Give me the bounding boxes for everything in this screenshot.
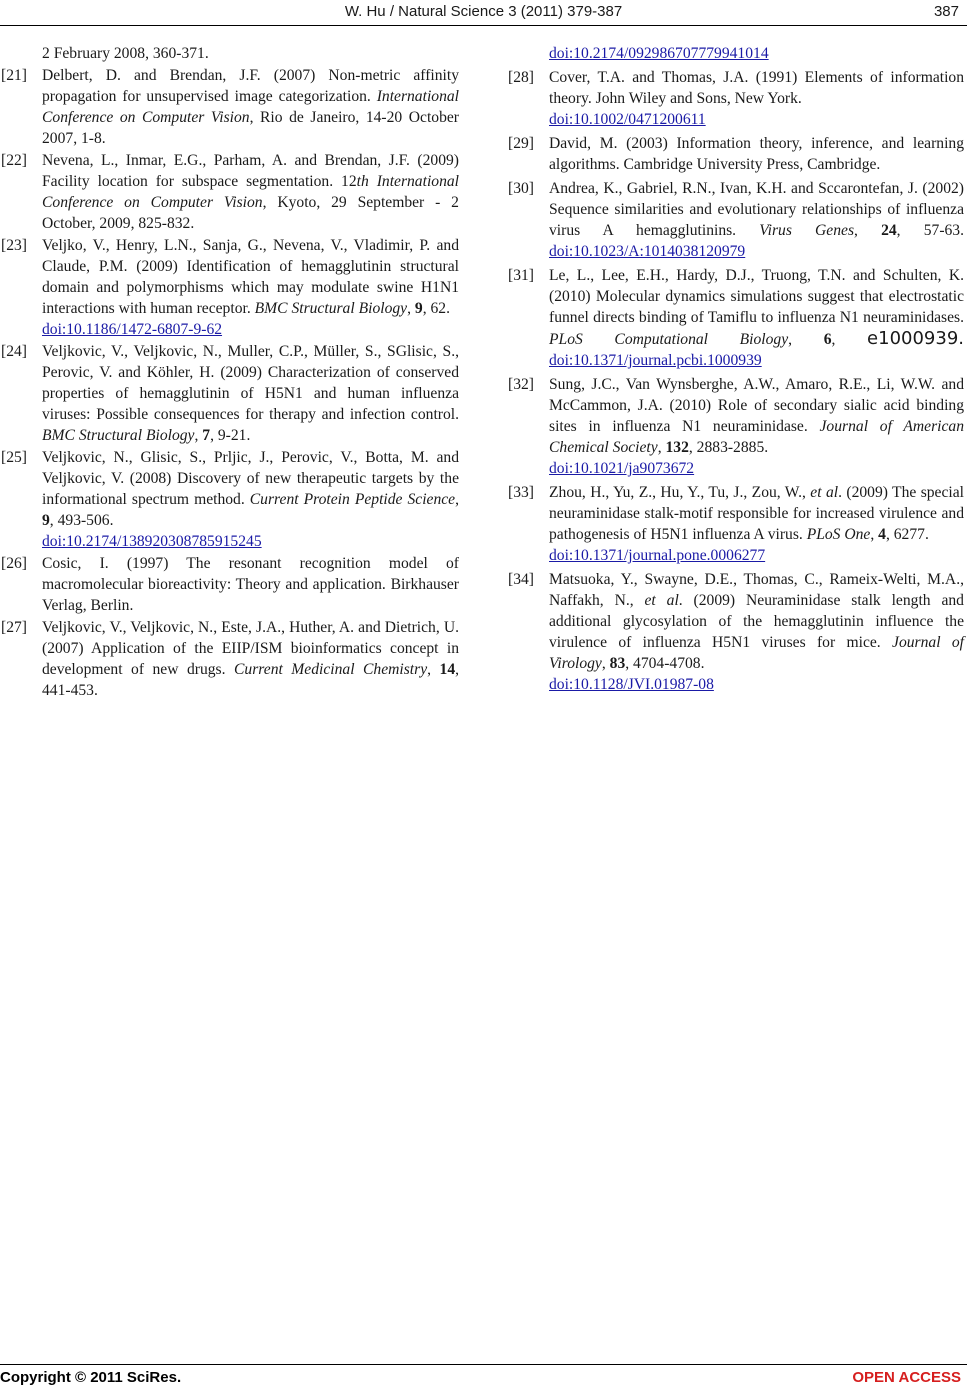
doi-link[interactable]: doi:10.1021/ja9073672 [549, 460, 695, 477]
reference-25: [25] Veljkovic, N., Glisic, S., Prljic, J., Perovic, V., Botta, M. and Veljkovic, V. (2008) Discovery of new therapeutic targets by the informational spectrum method. Current Protein Peptide Science, 9, 493-506. doi:10.2174/138920308785915245 [1, 449, 459, 550]
reference-26: [26] Cosic, I. (1997) The resonant recognition model of macromolecular bioreactivity: Theory and application. Birkhauser Verlag, Berlin. [1, 555, 459, 614]
reference-continuation: 2 February 2008, 360-371. [42, 45, 209, 62]
copyright-notice: Copyright © 2011 SciRes. [0, 1369, 182, 1386]
reference-23: [23] Veljko, V., Henry, L.N., Sanja, G., Nevena, V., Vladimir, P. and Claude, P.M. (2009) Identification of hemagglutinin structural domain and polymorphisms which may modulate swine H1N1 interactions with human receptor. BMC Structural Biology, 9, 62. doi:10.1186/1472-6807-9-62 [1, 237, 459, 338]
reference-continuation [508, 43, 964, 64]
left-column [1, 43, 460, 702]
footer-rule [0, 1364, 967, 1365]
reference-29: [29] David, M. (2003) Information theory, inference, and learning algorithms. Cambridge University Press, Cambridge. [508, 135, 964, 173]
reference-32: [32] Sung, J.C., Van Wynsberghe, A.W., Amaro, R.E., Li, W.W. and McCammon, J.A. (2010) Role of secondary sialic acid binding sites in influenza N1 neuraminidase. Journal of American Chemical Society, 132, 2883-2885. doi:10.1021/ja9073672 [508, 376, 964, 477]
doi-link[interactable]: doi:10.1186/1472-6807-9-62 [42, 321, 223, 338]
reference-27: [27] Veljkovic, V., Veljkovic, N., Este, J.A., Huther, A. and Dietrich, U. (2007) Application of the EIIP/ISM bioinformatics concept in development of new drugs. Current Medicinal Chemistry, 14, 441-453. [1, 619, 460, 699]
reference-33: [33] Zhou, H., Yu, Z., Hu, Y., Tu, J., Zou, W., et al. (2009) The special neuraminidase stalk-motif responsible for increased virulence and pathogenesis of H5N1 influenza A virus. PLoS One, 4, 6277. doi:10.1371/journal.pone.0006277 [508, 484, 964, 564]
doi-link[interactable]: doi:10.1371/journal.pcbi.1000939 [549, 352, 762, 369]
reference-34: [34] Matsuoka, Y., Swayne, D.E., Thomas, C., Rameix-Welti, M.A., Naffakh, N., et al. (2009) Neuraminidase stalk length and additional glycosylation of the hemagglutinin influence the virulence of influenza H5N1 viruses for mice. Journal of Virology, 83, 4704-4708. doi:10.1128/JVI.01987-08 [508, 571, 965, 693]
doi-link[interactable]: doi:10.1023/A:1014038120979 [549, 243, 746, 260]
running-head [0, 1, 967, 23]
doi-link[interactable]: doi:10.2174/138920308785915245 [42, 533, 262, 550]
doi-link[interactable]: doi:10.1128/JVI.01987-08 [549, 676, 714, 693]
page-footer [0, 1367, 967, 1387]
reference-24: [24] Veljkovic, V., Veljkovic, N., Muller, C.P., Müller, S., SGlisic, S., Perovic, V. and Köhler, H. (2009) Characterization of conserved properties of hemagglutinin of H5N1 and human influenza viruses: Possible consequences for therapy and infection control. BMC Structural Biology, 7, 9-21. [1, 343, 459, 444]
doi-link[interactable]: doi:10.1002/0471200611 [549, 111, 706, 128]
page-number: 387 [933, 3, 959, 20]
doi-link[interactable]: doi:10.2174/092986707779941014 [549, 45, 769, 62]
reference-22: [22] Nevena, L., Inmar, E.G., Parham, A. and Brendan, J.F. (2009) Facility location for subspace segmentation. 12th International Conference on Computer Vision, Kyoto, 29 September - 2 October, 2009, 825-832. [1, 152, 459, 232]
running-head-title: W. Hu / Natural Science 3 (2011) 379-387 [344, 3, 623, 20]
open-access-label: OPEN ACCESS [852, 1369, 961, 1386]
reference-31: [31] Le, L., Lee, E.H., Hardy, D.J., Truong, T.N. and Schulten, K. (2010) Molecular dynamics simulations suggest that electrostatic funnel directs binding of Tamiflu to influenza N1 neuraminidases. PLoS Computational Biology, 6, e1000939. doi:10.1371/journal.pcbi.1000939 [508, 267, 965, 369]
reference-21: [21] Delbert, D. and Brendan, J.F. (2007) Non-metric affinity propagation for unsupervised image categorization. International Conference on Computer Vision, Rio de Janeiro, 14-20 October 2007, 1-8. [1, 67, 459, 147]
doi-link[interactable]: doi:10.1371/journal.pone.0006277 [549, 547, 766, 564]
reference-28: [28] Cover, T.A. and Thomas, J.A. (1991) Elements of information theory. John Wiley and Sons, New York. doi:10.1002/0471200611 [508, 69, 964, 128]
reference-30: [30] Andrea, K., Gabriel, R.N., Ivan, K.H. and Sccarontefan, J. (2002) Sequence similarities and evolutionary relationships of influenza virus A hemagglutinins. Virus Genes, 24, 57-63. doi:10.1023/A:1014038120979 [508, 180, 965, 260]
header-rule [0, 25, 967, 26]
right-column [508, 43, 964, 698]
